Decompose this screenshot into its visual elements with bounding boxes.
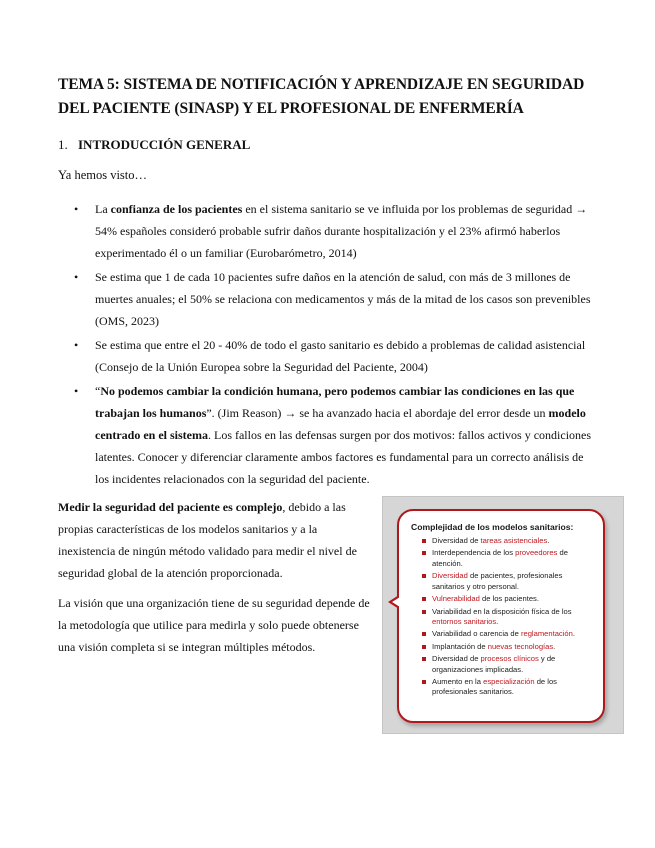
figure-list-item <box>399 607 597 628</box>
intro-text: Ya hemos visto… <box>58 168 148 182</box>
item-text: Implantación de <box>432 641 488 651</box>
item-highlight: especialización <box>483 677 535 687</box>
item-highlight: reglamentación <box>520 629 573 639</box>
paragraph: La visión que una organización tiene de su seguridad depende de la metodología que utilice para medirla y solo puede obtenerse una visión completa si se integran múltiples métodos. <box>58 596 370 654</box>
item-highlight: Diversidad <box>432 571 468 581</box>
figure-heading: Complejidad de los modelos sanitarios: <box>411 522 574 532</box>
bullet-text: Se estima que 1 de cada 10 pacientes sufre daños en la atención de salud, con más de 3 millones de muertes anuales; el 50% se relaciona con medicamentos y más de la mitad de los casos son prevenibles (OMS, 2023) <box>95 270 591 328</box>
item-text: Aumento en la <box>432 677 484 687</box>
bullet-text-bold: confianza de los pacientes <box>110 202 243 216</box>
square-bullet-icon <box>422 632 426 636</box>
square-bullet-icon <box>422 539 426 543</box>
paragraph-text: , debido a las propias características de los modelos sanitarios y a la inexistencia de ningún método validado para medir el nivel de seguridad global de la atención proporcionada. <box>58 500 357 580</box>
list-item <box>58 266 593 332</box>
item-highlight: tareas asistenciales <box>480 536 548 545</box>
bullet-icon: • <box>74 202 79 216</box>
square-bullet-icon <box>422 657 426 661</box>
square-bullet-icon <box>422 680 426 684</box>
bullet-text-mid: ”. (Jim Reason) → se ha avanzado hacia el abordaje del error desde un <box>206 406 549 420</box>
figure-list <box>399 536 603 698</box>
square-bullet-icon <box>422 551 426 555</box>
item-highlight: entornos sanitarios <box>432 616 497 626</box>
bullet-text-pre: La <box>95 202 111 216</box>
item-text: . <box>496 616 499 626</box>
item-text: . <box>572 629 575 639</box>
item-text: de los pacientes. <box>479 594 539 604</box>
paragraph <box>58 496 374 584</box>
page-title: TEMA 5: SISTEMA DE NOTIFICACIÓN Y APRENDIZAJE EN SEGURIDAD DEL PACIENTE (SINASP) Y EL PROFESIONAL DE ENFERMERÍA <box>58 76 585 117</box>
figure-list-item <box>399 548 597 569</box>
quote-text: No podemos cambiar la condición humana, pero podemos cambiar las condiciones en las que trabajan los humanos <box>95 384 575 420</box>
square-bullet-icon <box>422 645 426 649</box>
list-item <box>58 334 593 378</box>
complexity-figure <box>382 496 624 734</box>
item-text: Diversidad de <box>432 654 481 664</box>
item-text: Diversidad de <box>432 536 481 545</box>
item-text: . <box>547 536 550 545</box>
item-text: de pacientes, profesionales sanitarios y otro personal. <box>432 571 563 591</box>
bullet-list <box>58 198 593 492</box>
item-highlight: Vulnerabilidad <box>432 594 480 604</box>
item-text: Variabilidad o carencia de <box>432 629 521 639</box>
figure-list-item <box>399 536 597 546</box>
section-heading <box>58 136 250 154</box>
item-text: de los profesionales sanitarios. <box>432 677 557 697</box>
item-highlight: nuevas tecnologías <box>487 641 554 651</box>
bullet-icon: • <box>74 270 79 284</box>
figure-list-item <box>399 594 597 604</box>
paragraph-bold: Medir la seguridad del paciente es complejo <box>58 500 283 514</box>
figure-list-item <box>399 654 597 675</box>
list-item <box>58 380 593 490</box>
item-text: y de organizaciones implicadas. <box>432 654 556 674</box>
bullet-icon: • <box>74 338 79 352</box>
item-highlight: proveedores <box>515 548 558 558</box>
figure-list-item <box>399 642 597 652</box>
bullet-text-bold: modelo centrado en el sistema <box>95 406 586 442</box>
speech-bubble <box>397 509 605 723</box>
square-bullet-icon <box>422 574 426 578</box>
item-text: Variabilidad en la disposición física de los <box>432 606 572 616</box>
bullet-icon: • <box>74 384 79 398</box>
figure-list-item <box>399 571 597 592</box>
section-label: INTRODUCCIÓN GENERAL <box>78 137 251 152</box>
bullet-text-post: . Los fallos en las defensas surgen por dos motivos: fallos activos y condiciones latentes. Conocer y diferenciar claramente ambos factores es fundamental para un correcto análisis de los incidentes relacionados con la seguridad del paciente. <box>95 428 592 486</box>
quote-open: “ <box>95 384 101 398</box>
item-text: . <box>553 641 556 651</box>
bullet-text: Se estima que entre el 20 - 40% de todo el gasto sanitario es debido a problemas de calidad asistencial (Consejo de la Unión Europea sobre la Seguridad del Paciente, 2004) <box>95 338 586 374</box>
figure-list-item <box>399 629 597 639</box>
square-bullet-icon <box>422 597 426 601</box>
bullet-text-post: en el sistema sanitario se ve influida por los problemas de seguridad → 54% españoles consideró probable sufrir daños durante hospitalización y el 23% afirmó haberlos experimentado él o un familiar (Eurobarómetro, 2014) <box>95 202 588 260</box>
left-column <box>58 496 374 666</box>
figure-list-item <box>399 677 597 698</box>
item-highlight: procesos clínicos <box>480 654 539 664</box>
item-text: Interdependencia de los <box>432 548 516 558</box>
list-item <box>58 198 593 264</box>
section-number: 1. <box>58 137 68 152</box>
item-text: de atención. <box>432 548 568 568</box>
square-bullet-icon <box>422 610 426 614</box>
